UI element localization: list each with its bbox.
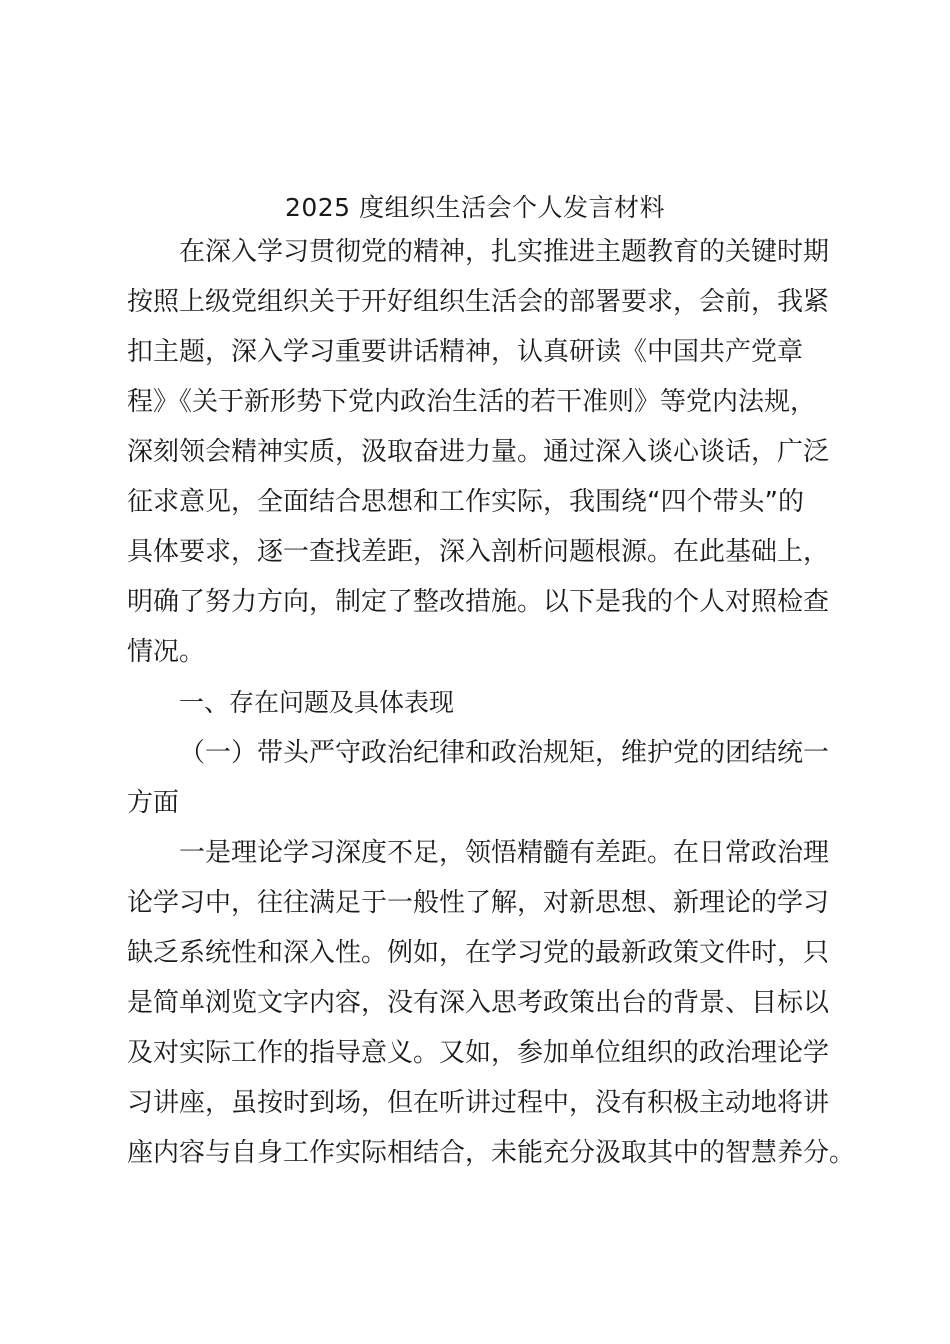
paragraph-line: 深刻领会精神实质，汲取奋进力量。通过深入谈心谈话，广泛 (127, 437, 830, 467)
paragraph-line: 是简单浏览文字内容，没有深入思考政策出台的背景、目标以 (127, 988, 830, 1018)
paragraph-line: 及对实际工作的指导意义。又如，参加单位组织的政治理论学 (127, 1038, 830, 1068)
paragraph-line: 明确了努力方向，制定了整改措施。以下是我的个人对照检查 (127, 587, 830, 617)
paragraph-line: 一是理论学习深度不足，领悟精髓有差距。在日常政治理 (179, 838, 830, 868)
paragraph-line: 扣主题，深入学习重要讲话精神，认真研读《中国共产党章 (127, 337, 804, 367)
paragraph-line: 座内容与自身工作实际相结合，未能充分汲取其中的智慧养分。 (127, 1138, 856, 1168)
paragraph-line: 具体要求，逐一查找差距，深入剖析问题根源。在此基础上， (127, 537, 830, 567)
paragraph-line: 征求意见，全面结合思想和工作实际，我围绕“四个带头”的 (127, 487, 804, 517)
paragraph-line: 缺乏系统性和深入性。例如，在学习党的最新政策文件时，只 (127, 938, 830, 968)
paragraph-line: 按照上级党组织关于开好组织生活会的部署要求，会前，我紧 (127, 287, 830, 317)
document-title: 2025 度组织生活会个人发言材料 (284, 193, 666, 222)
heading-line: 方面 (127, 788, 180, 818)
heading-line: （一）带头严守政治纪律和政治规矩，维护党的团结统一 (179, 738, 830, 768)
paragraph-line: 情况。 (127, 637, 206, 667)
section-heading: 一、存在问题及具体表现 (179, 688, 455, 717)
paragraph-line: 习讲座，虽按时到场，但在听讲过程中，没有积极主动地将讲 (127, 1088, 830, 1118)
paragraph-line: 程》《关于新形势下党内政治生活的若干准则》等党内法规， (127, 387, 817, 417)
paragraph-line: 论学习中，往往满足于一般性了解，对新思想、新理论的学习 (127, 888, 830, 918)
paragraph-line: 在深入学习贯彻党的精神，扎实推进主题教育的关键时期 (179, 237, 830, 267)
